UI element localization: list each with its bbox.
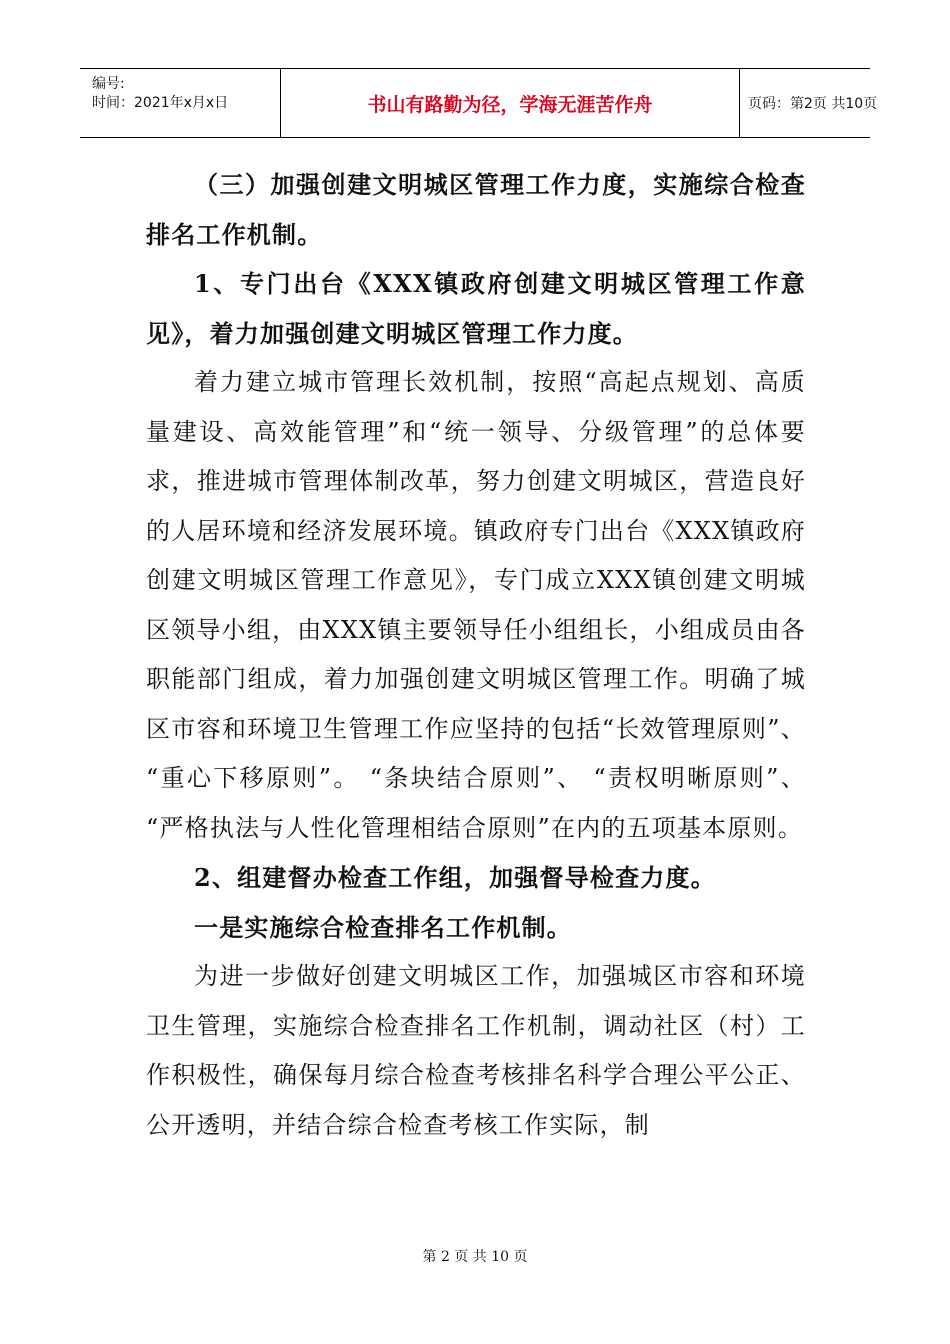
page-footer: 第 2 页 共 10 页: [422, 1249, 528, 1265]
body-paragraph-2: 为进一步做好创建文明城区工作，加强城区市容和环境卫生管理，实施综合检查排名工作机制，调动社区（村）工作积极性，确保每月综合检查考核排名科学合理公平公正、公开透明，并结合综合检查考核工作实际，制: [146, 962, 806, 1139]
document-body: [146, 160, 806, 1150]
header-motto: 书山有路勤为径，学海无涯苦作舟: [367, 93, 653, 116]
point-heading-1: 一是实施综合检查排名工作机制。: [194, 912, 572, 942]
header-page-info: 页码：第2页 共10页: [748, 96, 878, 112]
section-heading: （三）加强创建文明城区管理工作力度，实施综合检查排名工作机制。: [146, 170, 806, 249]
document-time: 时间：2021年x月x日: [92, 95, 229, 111]
subsection-heading-1: 1、专门出台《XXX镇政府创建文明城区管理工作意见》，着力加强创建文明城区管理工作力度。: [146, 269, 806, 348]
page-header: [80, 68, 878, 138]
subsection-heading-2: 2、组建督办检查工作组，加强督导检查力度。: [194, 863, 716, 892]
header-meta: [80, 69, 280, 143]
body-paragraph-1: 着力建立城市管理长效机制，按照“高起点规划、高质量建设、高效能管理”和“统一领导、分级管理”的总体要求，推进城市管理体制改革，努力创建文明城区，营造良好的人居环境和经济发展环境。镇政府专门出台《XXX镇政府创建文明城区管理工作意见》，专门成立XXX镇创建文明城区领导小组，由XXX镇主要领导任小组组长，小组成员由各职能部门组成，着力加强创建文明城区管理工作。明确了城区市容和环境卫生管理工作应坚持的包括“长效管理原则”、 “重心下移原则”。 “条块结合原则”、 “责权明晰原则”、 “严格执法与人性化管理相结合原则”在内的五项基本原则。: [146, 368, 806, 842]
document-code-label: 编号:: [92, 76, 125, 92]
header-motto-cell: [280, 69, 740, 137]
